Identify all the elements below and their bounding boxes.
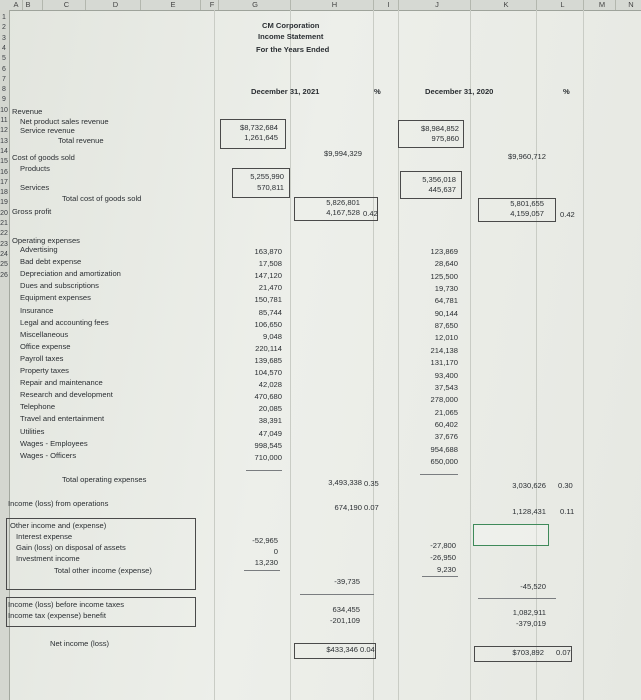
pretax-2021: 634,455 bbox=[332, 605, 360, 614]
column-header-i[interactable]: I bbox=[379, 0, 399, 10]
column-header-c[interactable]: C bbox=[48, 0, 86, 10]
other-total-2021: -39,735 bbox=[334, 577, 360, 586]
cogs-total-2020: 5,801,655 bbox=[510, 199, 544, 208]
gridline bbox=[470, 10, 471, 700]
row-number[interactable]: 26 bbox=[0, 271, 8, 279]
row-number[interactable]: 23 bbox=[0, 240, 8, 248]
opex-2021-underline bbox=[246, 470, 282, 471]
opex-total-2021: 3,493,338 bbox=[328, 478, 362, 487]
opex-item-label: Depreciation and amortization bbox=[20, 269, 121, 279]
opex-item-label: Property taxes bbox=[20, 366, 69, 375]
column-header-g[interactable]: G bbox=[220, 0, 291, 10]
opex-item-2020: 21,065 bbox=[434, 407, 458, 417]
gain-loss-2021: 0 bbox=[273, 547, 278, 556]
opex-item-label: Dues and subscriptions bbox=[20, 281, 99, 291]
revenue-label: Revenue bbox=[12, 107, 43, 116]
opex-item-2020: 19,730 bbox=[434, 284, 458, 294]
opex-item-label: Research and development bbox=[20, 390, 113, 400]
opex-item-2021: 220,114 bbox=[255, 343, 282, 353]
row-number[interactable]: 14 bbox=[0, 147, 8, 155]
column-header-a[interactable]: A bbox=[10, 0, 23, 10]
opex-item-2020: 90,144 bbox=[434, 308, 458, 318]
column-header-l[interactable]: L bbox=[542, 0, 584, 10]
opex-item-label: Bad debt expense bbox=[20, 257, 82, 267]
opex-item-2021: 470,680 bbox=[254, 392, 282, 402]
row-number[interactable]: 12 bbox=[0, 127, 8, 135]
opex-item-label: Repair and maintenance bbox=[20, 378, 103, 388]
opex-item-2020: 64,781 bbox=[434, 296, 458, 306]
opex-item-2021: 998,545 bbox=[254, 440, 282, 450]
interest-expense-2020: -27,800 bbox=[430, 541, 456, 550]
opex-item-2021: 9,048 bbox=[262, 331, 282, 341]
row-number[interactable]: 7 bbox=[2, 75, 6, 83]
service-revenue-2020: 975,860 bbox=[431, 134, 459, 143]
other-income-label: Other income and (expense) bbox=[10, 521, 107, 530]
selected-cell[interactable] bbox=[473, 524, 549, 546]
gain-loss-label: Gain (loss) on disposal of assets bbox=[16, 543, 126, 552]
investment-income-2021: 13,230 bbox=[254, 558, 278, 567]
net-product-2021: $8,732,684 bbox=[239, 123, 278, 132]
operating-income-2020: 1,128,431 bbox=[512, 507, 546, 516]
total-revenue-label: Total revenue bbox=[58, 136, 104, 145]
cogs-services-2020: 445,637 bbox=[428, 185, 456, 194]
net-income-pct-2020: 0.07 bbox=[556, 648, 571, 657]
opex-item-2020: 60,402 bbox=[434, 419, 458, 429]
net-income-2021: $433,346 bbox=[326, 645, 358, 654]
opex-item-2021: 139,685 bbox=[254, 355, 282, 365]
opex-item-2021: 85,744 bbox=[258, 307, 282, 317]
opex-item-2020: 87,650 bbox=[434, 321, 458, 331]
pretax-2020-rule bbox=[478, 598, 556, 599]
row-number[interactable]: 20 bbox=[0, 209, 8, 217]
period-label: For the Years Ended bbox=[256, 45, 330, 54]
opex-item-2020: 93,400 bbox=[434, 370, 458, 380]
cogs-products-2021: 5,255,990 bbox=[250, 172, 284, 181]
other-2021-underline bbox=[244, 570, 280, 571]
row-number[interactable]: 19 bbox=[0, 199, 8, 207]
row-number[interactable]: 21 bbox=[0, 220, 8, 227]
cogs-total-label: Total cost of goods sold bbox=[62, 194, 142, 203]
opex-total-2020: 3,030,626 bbox=[512, 481, 546, 490]
opex-item-2021: 147,120 bbox=[254, 271, 282, 281]
gridline bbox=[290, 10, 291, 700]
row-number[interactable]: 15 bbox=[0, 158, 8, 166]
opex-item-label: Travel and entertainment bbox=[20, 414, 105, 424]
column-header-f[interactable]: F bbox=[206, 0, 219, 10]
statement-title: Income Statement bbox=[258, 32, 324, 41]
opex-item-2020: 28,640 bbox=[434, 259, 458, 269]
opex-2020-underline bbox=[420, 474, 458, 475]
cogs-services-2021: 570,811 bbox=[257, 183, 284, 192]
opex-item-2020: 37,543 bbox=[434, 382, 458, 392]
row-number[interactable]: 4 bbox=[2, 44, 6, 52]
pretax-2020: 1,082,911 bbox=[512, 608, 546, 617]
gridline bbox=[373, 10, 374, 700]
investment-income-2020: 9,230 bbox=[436, 565, 456, 574]
investment-income-label: Investment income bbox=[16, 554, 80, 563]
opex-item-2020: 650,000 bbox=[430, 456, 458, 466]
opex-total-pct-2021: 0.35 bbox=[364, 479, 379, 488]
row-number[interactable]: 16 bbox=[0, 168, 8, 176]
opex-item-2021: 20,085 bbox=[258, 404, 282, 414]
pct-header-2020: % bbox=[563, 87, 570, 96]
row-number[interactable]: 9 bbox=[2, 96, 6, 104]
row-number[interactable]: 8 bbox=[2, 86, 6, 94]
opex-item-2021: 104,570 bbox=[254, 368, 282, 377]
opex-item-label: Legal and accounting fees bbox=[20, 317, 109, 327]
opex-item-2020: 278,000 bbox=[430, 395, 458, 405]
opex-item-label: Utilities bbox=[20, 426, 45, 436]
row-number[interactable]: 5 bbox=[2, 55, 6, 63]
opex-item-2021: 47,049 bbox=[258, 428, 282, 438]
column-header-h[interactable]: H bbox=[296, 0, 374, 10]
opex-item-label: Wages - Officers bbox=[20, 450, 77, 460]
opex-item-2020: 214,138 bbox=[430, 345, 458, 355]
gridline bbox=[398, 10, 399, 700]
opex-item-2020: 125,500 bbox=[430, 271, 458, 281]
row-number[interactable]: 6 bbox=[2, 65, 6, 73]
column-header-m[interactable]: M bbox=[589, 0, 616, 10]
total-revenue-2021: $9,994,329 bbox=[323, 149, 362, 158]
tax-2020: -379,019 bbox=[516, 619, 546, 628]
row-number[interactable]: 17 bbox=[0, 178, 8, 186]
col-header-2021: December 31, 2021 bbox=[251, 87, 320, 96]
row-number[interactable]: 10 bbox=[0, 106, 8, 114]
opex-item-label: Telephone bbox=[20, 402, 56, 412]
opex-item-label: Advertising bbox=[20, 245, 58, 254]
opex-item-2020: 12,010 bbox=[434, 333, 458, 343]
net-income-label: Net income (loss) bbox=[50, 639, 110, 648]
net-product-2020: $8,984,852 bbox=[420, 124, 459, 133]
tax-2021: -201,109 bbox=[330, 616, 360, 625]
opex-item-label: Insurance bbox=[20, 305, 54, 315]
tax-label: Income tax (expense) benefit bbox=[8, 611, 106, 620]
cogs-services-label: Services bbox=[20, 183, 50, 192]
cogs-label: Cost of goods sold bbox=[12, 153, 75, 162]
opex-label: Operating expenses bbox=[12, 236, 80, 245]
opex-item-2021: 42,028 bbox=[258, 380, 282, 390]
col-header-2020: December 31, 2020 bbox=[425, 87, 494, 96]
opex-item-2020: 123,869 bbox=[430, 247, 458, 256]
opex-item-2021: 17,508 bbox=[258, 259, 282, 269]
column-header-b[interactable]: B bbox=[14, 0, 43, 10]
operating-income-pct-2020: 0.11 bbox=[560, 507, 575, 516]
cogs-products-2020: 5,356,018 bbox=[422, 175, 456, 184]
gridline bbox=[214, 10, 215, 700]
row-number[interactable]: 24 bbox=[0, 250, 8, 258]
gross-profit-pct-2020: 0.42 bbox=[560, 210, 575, 219]
opex-item-2021: 21,470 bbox=[258, 283, 282, 293]
opex-item-2020: 954,688 bbox=[430, 444, 458, 454]
interest-expense-label: Interest expense bbox=[16, 532, 73, 541]
net-income-pct-2021: 0.04 bbox=[360, 645, 375, 654]
pretax-2021-rule bbox=[300, 594, 374, 595]
opex-item-label: Equipment expenses bbox=[20, 293, 91, 303]
operating-income-2021: 674,190 bbox=[334, 503, 362, 512]
opex-item-label: Miscellaneous bbox=[20, 329, 69, 339]
row-number[interactable]: 2 bbox=[2, 24, 6, 32]
opex-total-pct-2020: 0.30 bbox=[558, 481, 573, 490]
gross-profit-label: Gross profit bbox=[12, 207, 52, 216]
gridline bbox=[583, 10, 584, 700]
gross-profit-2021: 4,167,528 bbox=[326, 208, 360, 217]
net-income-2020: $703,892 bbox=[512, 648, 544, 657]
row-number[interactable]: 13 bbox=[0, 137, 8, 145]
other-total-label: Total other income (expense) bbox=[54, 566, 152, 575]
pct-header-2021: % bbox=[374, 87, 381, 96]
company-name: CM Corporation bbox=[262, 21, 320, 30]
other-total-2020: -45,520 bbox=[520, 582, 546, 591]
operating-income-label: Income (loss) from operations bbox=[8, 499, 109, 508]
total-revenue-2020: $9,960,712 bbox=[507, 152, 546, 161]
row-number[interactable]: 22 bbox=[0, 230, 8, 238]
gain-loss-2020: -26,950 bbox=[430, 553, 456, 562]
opex-item-2021: 38,391 bbox=[258, 416, 282, 426]
opex-item-2020: 131,170 bbox=[430, 358, 458, 368]
row-number[interactable]: 25 bbox=[0, 261, 8, 269]
opex-item-2021: 150,781 bbox=[254, 295, 282, 305]
opex-total-label: Total operating expenses bbox=[62, 475, 147, 484]
column-header-e[interactable]: E bbox=[146, 0, 201, 10]
opex-item-2021: 710,000 bbox=[254, 452, 282, 462]
other-2020-underline bbox=[422, 576, 458, 577]
column-header-k[interactable]: K bbox=[476, 0, 537, 10]
row-number[interactable]: 1 bbox=[2, 14, 6, 21]
gridline bbox=[536, 10, 537, 700]
row-number[interactable]: 18 bbox=[0, 189, 8, 197]
net-product-label: Net product sales revenue bbox=[20, 117, 109, 126]
opex-item-label: Office expense bbox=[20, 341, 71, 351]
gross-profit-2020: 4,159,057 bbox=[510, 209, 544, 218]
row-number[interactable]: 11 bbox=[0, 117, 8, 124]
operating-income-pct-2021: 0.07 bbox=[364, 503, 379, 512]
column-header-j[interactable]: J bbox=[404, 0, 471, 10]
column-header-n[interactable]: N bbox=[621, 0, 641, 10]
service-revenue-label: Service revenue bbox=[20, 126, 75, 135]
column-header-d[interactable]: D bbox=[91, 0, 141, 10]
service-revenue-2021: 1,261,645 bbox=[244, 133, 278, 142]
opex-item-2021: 163,870 bbox=[254, 247, 282, 256]
cogs-total-2021: 5,826,801 bbox=[326, 198, 360, 207]
cogs-products-label: Products bbox=[20, 164, 50, 173]
opex-item-label: Wages - Employees bbox=[20, 438, 88, 448]
row-number[interactable]: 3 bbox=[2, 34, 6, 42]
interest-expense-2021: -52,965 bbox=[252, 536, 278, 545]
opex-item-2020: 37,676 bbox=[434, 432, 458, 442]
opex-item-2021: 106,650 bbox=[254, 319, 282, 329]
opex-item-label: Payroll taxes bbox=[20, 353, 64, 363]
gross-profit-pct-2021: 0.42 bbox=[363, 209, 378, 218]
pretax-label: Income (loss) before income taxes bbox=[8, 600, 125, 609]
